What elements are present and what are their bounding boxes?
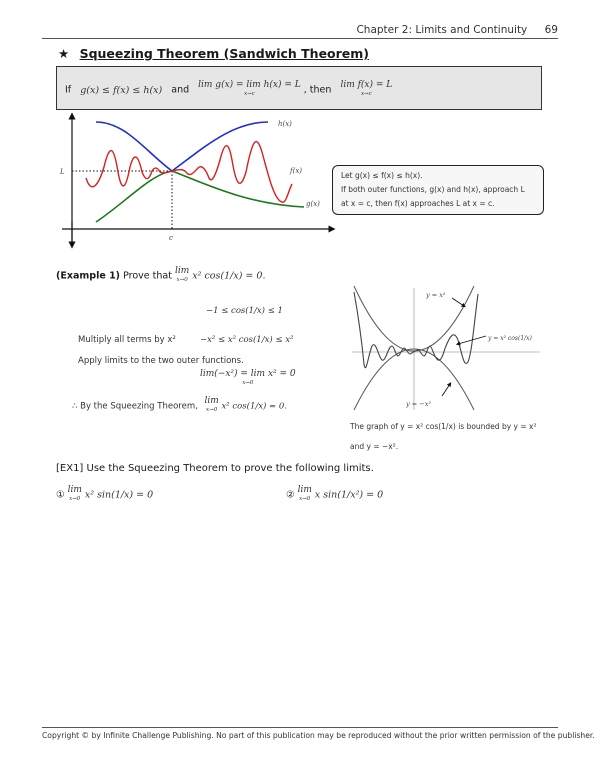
step-3: lim(−x²) = lim x² = 0 x→0 [200,369,296,386]
prove-text: Prove that [123,270,172,282]
chapter-title: Chapter 2: Limits and Continuity [356,24,528,36]
fig2-caption-1: The graph of y = x² cos(1/x) is bounded by y = x² [350,422,537,431]
oscillation-figure [346,284,546,412]
page-header [356,24,558,36]
label-c: c [169,234,173,242]
header-rule [42,38,558,39]
theorem-box [56,66,542,110]
problem-2-expression: x sin(1/x²) = 0 [314,489,384,501]
multiply-text: Multiply all terms by x² [78,335,176,345]
step-1: −1 ≤ cos(1/x) ≤ 1 [206,306,283,316]
exercise-heading: [EX1] Use the Squeezing Theorem to prove the following limits. [56,463,374,474]
label-y-mid: y = x² cos(1/x) [488,335,532,342]
note-line-2: If both outer functions, g(x) and h(x), approach L [341,185,525,194]
label-y-neg-x2: y = −x² [406,400,431,408]
label-L: L [60,168,65,176]
theorem-limit-f: lim f(x) = L x→c [340,80,393,97]
apply-text: Apply limits to the two outer functions. [78,356,244,366]
label-h: h(x) [278,120,292,128]
example-label: (Example 1) [56,270,121,282]
if-word: If [65,84,72,96]
example-limit: lim x→0 [174,266,190,283]
sandwich-figure [56,112,336,250]
problem-2 [286,486,383,504]
and-word: and [171,84,190,96]
section-title [58,46,369,61]
therefore-line [72,397,287,415]
problem-2-limit: lim x→0 [297,485,312,502]
problem-1-number: ① [56,489,65,501]
copyright-footer: Copyright © by Infinite Challenge Publishing. No part of this publication may be reproduced without the prior written permission of the publisher. [42,731,595,740]
arrow-bottom [442,384,450,396]
label-y-x2: y = x² [426,291,446,299]
arrow-top [452,298,464,306]
footer-rule [42,727,558,728]
page-number: 69 [544,24,558,36]
note-box [332,165,544,215]
problem-2-number: ② [286,489,295,501]
fig2-caption-2: and y = −x². [350,442,399,451]
theorem-inequality: g(x) ≤ f(x) ≤ h(x) [80,84,163,96]
h-curve [96,122,268,171]
theorem-limit-gh: lim g(x) = lim h(x) = L x→c [198,80,301,97]
problem-1 [56,486,153,504]
label-f: f(x) [290,167,303,175]
step-2: −x² ≤ x² cos(1/x) ≤ x² [200,335,294,345]
example-statement: x² cos(1/x) = 0. [192,270,266,282]
conclusion-limit: lim x→0 [204,396,219,413]
example-1-heading [56,267,265,285]
then-word: , then [303,84,332,96]
conclusion: x² cos(1/x) = 0. [221,401,287,412]
star-icon: ★ [58,46,70,61]
note-line-3: at x = c, then f(x) approaches L at x = c. [341,199,495,208]
section-title-text: Squeezing Theorem (Sandwich Theorem) [79,46,370,61]
problem-1-expression: x² sin(1/x) = 0 [84,489,154,501]
label-g: g(x) [306,200,320,208]
note-line-1: Let g(x) ≤ f(x) ≤ h(x). [341,171,423,180]
therefore-text: ∴ By the Squeezing Theorem, [72,401,198,412]
f-curve [86,142,292,203]
theorem-line [65,81,392,99]
problem-1-limit: lim x→0 [67,485,82,502]
